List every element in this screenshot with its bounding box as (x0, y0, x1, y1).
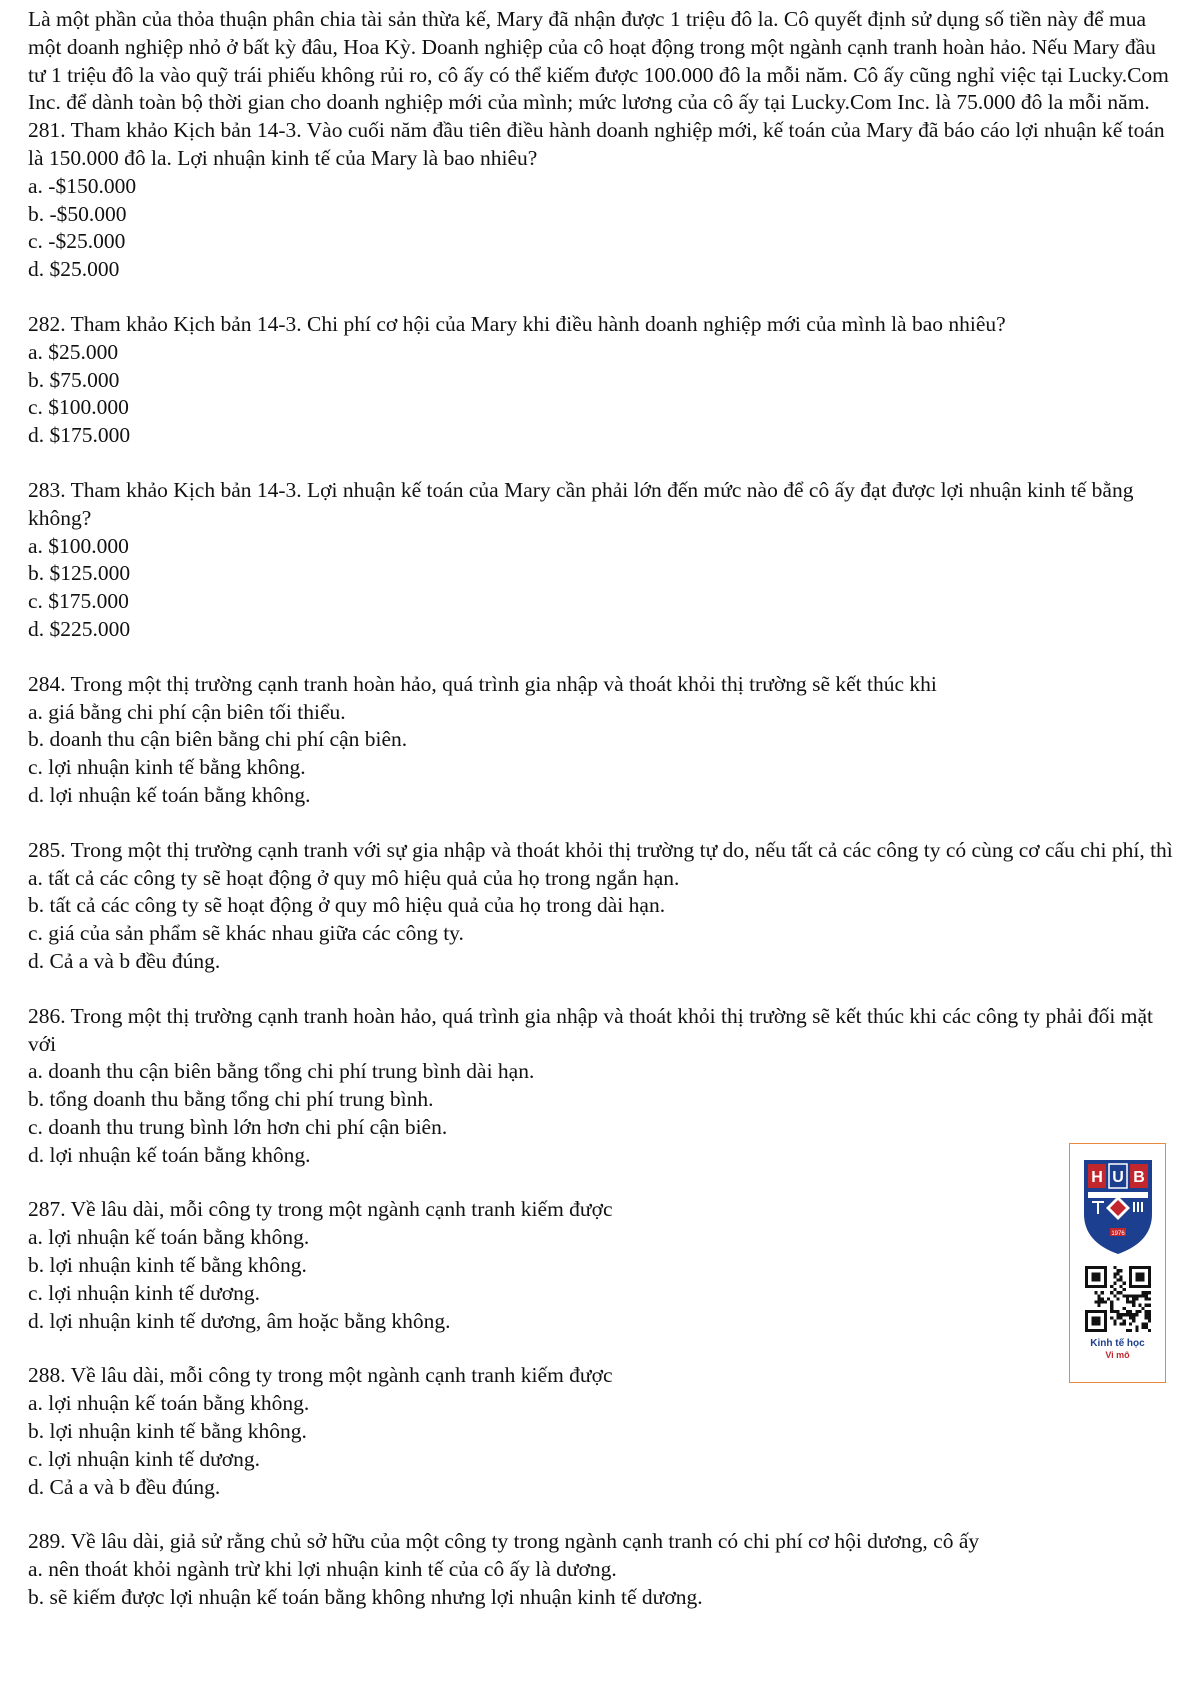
question-text: 284. Trong một thị trường cạnh tranh hoàn hảo, quá trình gia nhập và thoát khỏi thị trường sẽ kết thúc khi (28, 671, 937, 696)
answer-option: c. lợi nhuận kinh tế dương. (28, 1446, 261, 1471)
question-block (28, 837, 1173, 976)
promo-caption-title: Kinh tế học (1090, 1338, 1145, 1349)
answer-option: d. Cả a và b đều đúng. (28, 948, 221, 973)
answer-option: c. $175.000 (28, 589, 129, 614)
answer-option: b. lợi nhuận kinh tế bằng không. (28, 1253, 307, 1278)
question-text: 288. Về lâu dài, mỗi công ty trong một ngành cạnh tranh kiếm được (28, 1363, 613, 1388)
answer-option: b. sẽ kiếm được lợi nhuận kế toán bằng không nhưng lợi nhuận kinh tế dương. (28, 1585, 703, 1610)
answer-option: b. $125.000 (28, 561, 131, 586)
answer-option: a. doanh thu cận biên bằng tổng chi phí trung bình dài hạn. (28, 1059, 535, 1084)
question-block (28, 1528, 1173, 1611)
answer-option: b. $75.000 (28, 367, 120, 392)
answer-option: d. $225.000 (28, 616, 131, 641)
question-block (28, 1196, 1173, 1335)
promo-caption-subtitle: Vi mô (1105, 1350, 1130, 1360)
answer-option: c. lợi nhuận kinh tế dương. (28, 1280, 261, 1305)
question-text: 283. Tham khảo Kịch bản 14-3. Lợi nhuận kế toán của Mary cần phải lớn đến mức nào để cô ấy đạt được lợi nhuận kinh tế bằng không? (28, 477, 1134, 530)
logo-year: 1976 (1111, 1231, 1125, 1237)
question-text: 287. Về lâu dài, mỗi công ty trong một ngành cạnh tranh kiếm được (28, 1197, 613, 1222)
answer-option: c. -$25.000 (28, 229, 126, 254)
answer-option: a. lợi nhuận kế toán bằng không. (28, 1391, 310, 1416)
answer-option: a. giá bằng chi phí cận biên tối thiểu. (28, 699, 346, 724)
document-page (28, 6, 1173, 1612)
question-block (28, 117, 1173, 284)
question-text: 289. Về lâu dài, giả sử rằng chủ sở hữu của một công ty trong ngành cạnh tranh có chi phí cơ hội dương, cô ấy (28, 1529, 980, 1554)
question-text: 286. Trong một thị trường cạnh tranh hoàn hảo, quá trình gia nhập và thoát khỏi thị trường sẽ kết thúc khi các công ty phải đối mặt với (28, 1003, 1154, 1056)
question-block (28, 1362, 1173, 1501)
answer-option: b. doanh thu cận biên bằng chi phí cận biên. (28, 727, 408, 752)
logo-letter-u: U (1112, 1169, 1124, 1186)
answer-option: a. nên thoát khỏi ngành trừ khi lợi nhuận kinh tế của cô ấy là dương. (28, 1557, 617, 1582)
question-block (28, 311, 1173, 450)
answer-option: a. $100.000 (28, 533, 129, 558)
hub-promo-box (1069, 1143, 1166, 1383)
qr-code (1085, 1266, 1151, 1332)
logo-letter-h: H (1091, 1169, 1103, 1186)
scenario-paragraph: Là một phần của thỏa thuận phân chia tài sản thừa kế, Mary đã nhận được 1 triệu đô la. Cô quyết định sử dụng số tiền này để mua một doanh nghiệp nhỏ ở bất kỳ đâu, Hoa Kỳ. Doanh nghiệp của cô hoạt động trong một ngành cạnh tranh hoàn hảo. Nếu Mary đầu tư 1 triệu đô la vào quỹ trái phiếu không rủi ro, cô ấy có thể kiếm được 100.000 đô la mỗi năm. Cô ấy cũng nghỉ việc tại Lucky.Com Inc. để dành toàn bộ thời gian cho doanh nghiệp mới của mình; mức lương của cô ấy tại Lucky.Com Inc. là 75.000 đô la mỗi năm. (28, 7, 1169, 115)
answer-option: b. -$50.000 (28, 201, 127, 226)
question-list (28, 117, 1173, 1612)
question-block (28, 1003, 1173, 1170)
answer-option: a. $25.000 (28, 339, 119, 364)
answer-option: c. doanh thu trung bình lớn hơn chi phí cận biên. (28, 1114, 448, 1139)
answer-option: d. lợi nhuận kinh tế dương, âm hoặc bằng không. (28, 1308, 451, 1333)
logo-letter-b: B (1133, 1169, 1145, 1186)
answer-option: b. tổng doanh thu bằng tổng chi phí trung bình. (28, 1087, 434, 1112)
answer-option: b. lợi nhuận kinh tế bằng không. (28, 1419, 307, 1444)
answer-option: a. tất cả các công ty sẽ hoạt động ở quy mô hiệu quả của họ trong ngắn hạn. (28, 865, 680, 890)
answer-option: d. lợi nhuận kế toán bằng không. (28, 782, 311, 807)
question-block (28, 477, 1173, 644)
answer-option: b. tất cả các công ty sẽ hoạt động ở quy mô hiệu quả của họ trong dài hạn. (28, 893, 666, 918)
question-text: 281. Tham khảo Kịch bản 14-3. Vào cuối năm đầu tiên điều hành doanh nghiệp mới, kế toán của Mary đã báo cáo lợi nhuận kế toán là 150.000 đô la. Lợi nhuận kinh tế của Mary là bao nhiêu? (28, 118, 1165, 170)
answer-option: a. -$150.000 (28, 173, 137, 198)
answer-option: d. $25.000 (28, 257, 120, 282)
hub-shield-logo (1080, 1156, 1156, 1256)
answer-option: c. giá của sản phẩm sẽ khác nhau giữa các công ty. (28, 921, 464, 946)
answer-option: d. lợi nhuận kế toán bằng không. (28, 1142, 311, 1167)
question-text: 285. Trong một thị trường cạnh tranh với sự gia nhập và thoát khỏi thị trường tự do, nếu tất cả các công ty có cùng cơ cấu chi phí, thì (28, 837, 1173, 862)
answer-option: a. lợi nhuận kế toán bằng không. (28, 1225, 310, 1250)
answer-option: d. $175.000 (28, 423, 131, 448)
question-block (28, 671, 1173, 810)
answer-option: c. lợi nhuận kinh tế bằng không. (28, 755, 306, 780)
answer-option: c. $100.000 (28, 395, 129, 420)
answer-option: d. Cả a và b đều đúng. (28, 1474, 221, 1499)
question-text: 282. Tham khảo Kịch bản 14-3. Chi phí cơ hội của Mary khi điều hành doanh nghiệp mới của mình là bao nhiêu? (28, 311, 1006, 336)
